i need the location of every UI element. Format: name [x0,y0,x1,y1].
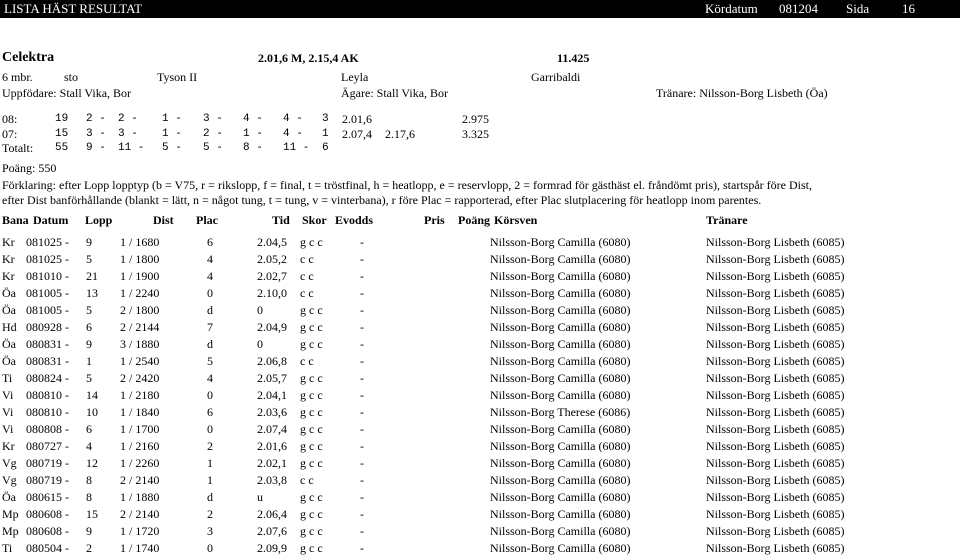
cell-dist: 1 / 2540 [120,354,160,368]
cell-bana: Mp [2,524,19,538]
cell-plac: 7 [207,320,213,334]
cell-bana: Kr [2,439,15,453]
cell-bana: Vi [2,405,14,419]
cell-bana: Mp [2,507,19,521]
cell-tid: 2.06,4 [257,507,287,521]
cell-bana: Öa [2,354,16,368]
cell-lopp: 15 [86,507,98,521]
page-number: 16 [902,1,915,16]
col-skor: Skor [302,213,327,227]
cell-dist: 1 / 1740 [120,541,160,555]
cell-bana: Vg [2,456,17,470]
cell-tranare: Nilsson-Borg Lisbeth (6085) [706,524,845,538]
cell-datum: 080824 - [26,371,69,385]
cell-tid: 2.07,6 [257,524,287,538]
cell-evodds: - [360,303,364,317]
stat-cell: 1 - [162,128,182,140]
cell-datum: 080719 - [26,456,69,470]
cell-evodds: - [360,354,364,368]
horse-sex: sto [64,70,79,84]
cell-dist: 3 / 1880 [120,337,160,351]
cell-korsven: Nilsson-Borg Camilla (6080) [490,252,631,266]
stat-cell: 5 - [203,142,223,154]
cell-evodds: - [360,252,364,266]
col-bana: Bana [2,213,29,227]
cell-bana: Öa [2,286,16,300]
cell-skor: g c c [300,422,323,436]
cell-plac: 0 [207,286,213,300]
report-header-bar [0,0,960,18]
col-tranare: Tränare [706,213,748,227]
col-pris: Pris [424,213,445,227]
cell-plac: 5 [207,354,213,368]
cell-korsven: Nilsson-Borg Camilla (6080) [490,303,631,317]
stat-cell: 1 - [243,128,263,140]
cell-bana: Ti [2,541,13,555]
stat-cell: 3 - [118,128,138,140]
cell-korsven: Nilsson-Borg Camilla (6080) [490,354,631,368]
cell-plac: 0 [207,422,213,436]
legend-line-2: efter Dist banförhållande (blankt = lätt, n = något tung, t = tung, v = vinterbana), r före Plac = rapporterad, efter Plac slutplacering för heatlopp inom parentes. [2,193,762,207]
stat-cell: 19 [55,113,69,125]
cell-skor: g c c [300,507,323,521]
cell-plac: 0 [207,541,213,555]
cell-plac: 2 [207,439,213,453]
cell-plac: d [207,337,213,351]
cell-datum: 080810 - [26,405,69,419]
cell-tranare: Nilsson-Borg Lisbeth (6085) [706,422,845,436]
cell-datum: 080719 - [26,473,69,487]
cell-skor: c c [300,269,314,283]
cell-bana: Ti [2,371,13,385]
cell-dist: 1 / 2160 [120,439,160,453]
stat-cell: 4 - [283,128,303,140]
stat-label: 08: [2,112,18,126]
cell-datum: 080928 - [26,320,69,334]
cell-bana: Öa [2,303,16,317]
cell-lopp: 5 [86,303,92,317]
cell-plac: 6 [207,405,213,419]
cell-skor: g c c [300,371,323,385]
stat-cell: 4 - [243,113,263,125]
stat-label: 07: [2,127,18,141]
col-poang: Poäng [458,213,491,227]
date-value: 081204 [779,1,818,16]
cell-tid: 2.09,9 [257,541,287,555]
stat-record-2: 2.17,6 [385,127,415,141]
cell-lopp: 9 [86,524,92,538]
cell-skor: g c c [300,439,323,453]
cell-plac: 4 [207,252,213,266]
cell-plac: 1 [207,473,213,487]
stat-cell: 2 - [86,113,106,125]
cell-tranare: Nilsson-Borg Lisbeth (6085) [706,320,845,334]
cell-skor: c c [300,473,314,487]
cell-korsven: Nilsson-Borg Camilla (6080) [490,235,631,249]
cell-skor: g c c [300,388,323,402]
cell-tid: 2.05,7 [257,371,287,385]
stat-cell: 9 - [86,142,106,154]
cell-evodds: - [360,371,364,385]
date-label: Kördatum [705,1,758,16]
col-plac: Plac [196,213,218,227]
stat-money: 3.325 [462,127,489,141]
cell-korsven: Nilsson-Borg Camilla (6080) [490,439,631,453]
cell-evodds: - [360,388,364,402]
cell-datum: 081025 - [26,235,69,249]
cell-lopp: 5 [86,371,92,385]
cell-tid: 0 [257,303,263,317]
cell-tid: 2.04,9 [257,320,287,334]
cell-skor: g c c [300,303,323,317]
horse-damsire: Garribaldi [531,70,581,84]
cell-bana: Vg [2,473,17,487]
cell-plac: 1 [207,456,213,470]
cell-tranare: Nilsson-Borg Lisbeth (6085) [706,541,845,555]
cell-dist: 1 / 2260 [120,456,160,470]
cell-dist: 1 / 1800 [120,252,160,266]
stat-cell: 55 [55,142,69,154]
cell-bana: Öa [2,337,16,351]
stat-cell: 6 [322,142,329,154]
stat-cell: 3 - [203,113,223,125]
points: Poäng: 550 [2,161,57,175]
stat-money: 2.975 [462,112,489,126]
cell-dist: 2 / 2140 [120,507,160,521]
cell-dist: 1 / 1880 [120,490,160,504]
col-korsven: Körsven [494,213,538,227]
stat-label: Totalt: [2,141,34,155]
cell-skor: c c [300,354,314,368]
stat-cell: 3 [322,113,329,125]
cell-lopp: 10 [86,405,98,419]
cell-datum: 081010 - [26,269,69,283]
cell-skor: c c [300,252,314,266]
cell-evodds: - [360,473,364,487]
cell-tranare: Nilsson-Borg Lisbeth (6085) [706,456,845,470]
stat-cell: 1 [322,128,329,140]
cell-plac: 0 [207,388,213,402]
cell-evodds: - [360,337,364,351]
stat-cell: 1 - [162,113,182,125]
stat-record: 2.07,4 [342,127,372,141]
cell-tranare: Nilsson-Borg Lisbeth (6085) [706,439,845,453]
cell-skor: g c c [300,456,323,470]
cell-korsven: Nilsson-Borg Camilla (6080) [490,320,631,334]
cell-datum: 080727 - [26,439,69,453]
cell-korsven: Nilsson-Borg Camilla (6080) [490,507,631,521]
cell-lopp: 5 [86,252,92,266]
cell-bana: Kr [2,235,15,249]
cell-dist: 2 / 2144 [120,320,160,334]
cell-bana: Vi [2,422,14,436]
cell-bana: Kr [2,269,15,283]
cell-evodds: - [360,490,364,504]
cell-plac: d [207,303,213,317]
stat-record: 2.01,6 [342,112,372,126]
cell-lopp: 8 [86,490,92,504]
cell-datum: 080504 - [26,541,69,555]
cell-korsven: Nilsson-Borg Camilla (6080) [490,490,631,504]
cell-lopp: 9 [86,337,92,351]
horse-age: 6 mbr. [2,70,33,84]
cell-tid: 2.04,1 [257,388,287,402]
cell-dist: 2 / 1800 [120,303,160,317]
legend-line-1: Förklaring: efter Lopp lopptyp (b = V75, r = rikslopp, f = final, t = tröstfinal, h = heatlopp, e = reservlopp, 2 = formrad för gästhäst el. fråndömt pris), startspår före Dist, [2,178,812,192]
cell-tid: 2.06,8 [257,354,287,368]
cell-tranare: Nilsson-Borg Lisbeth (6085) [706,490,845,504]
cell-dist: 1 / 1700 [120,422,160,436]
cell-plac: 4 [207,371,213,385]
cell-tid: 2.07,4 [257,422,287,436]
cell-skor: g c c [300,320,323,334]
report-title: LISTA HÄST RESULTAT [4,1,143,16]
cell-skor: g c c [300,541,323,555]
cell-datum: 081005 - [26,286,69,300]
cell-tranare: Nilsson-Borg Lisbeth (6085) [706,269,845,283]
stat-cell: 4 - [283,113,303,125]
cell-evodds: - [360,524,364,538]
cell-tranare: Nilsson-Borg Lisbeth (6085) [706,235,845,249]
owner: Ägare: Stall Vika, Bor [341,86,449,100]
cell-dist: 2 / 2420 [120,371,160,385]
stat-cell: 8 - [243,142,263,154]
cell-tranare: Nilsson-Borg Lisbeth (6085) [706,286,845,300]
cell-skor: c c [300,286,314,300]
stat-cell: 3 - [86,128,106,140]
cell-datum: 080608 - [26,524,69,538]
cell-korsven: Nilsson-Borg Camilla (6080) [490,337,631,351]
cell-datum: 080810 - [26,388,69,402]
cell-bana: Kr [2,252,15,266]
cell-evodds: - [360,439,364,453]
cell-datum: 080831 - [26,354,69,368]
cell-evodds: - [360,269,364,283]
col-tid: Tid [272,213,290,227]
col-evodds: Evodds [335,213,374,227]
cell-tranare: Nilsson-Borg Lisbeth (6085) [706,507,845,521]
cell-tranare: Nilsson-Borg Lisbeth (6085) [706,473,845,487]
cell-datum: 081025 - [26,252,69,266]
cell-tid: 2.01,6 [257,439,287,453]
cell-korsven: Nilsson-Borg Camilla (6080) [490,456,631,470]
cell-datum: 080831 - [26,337,69,351]
cell-plac: 4 [207,269,213,283]
breeder: Uppfödare: Stall Vika, Bor [2,86,132,100]
stat-cell: 2 - [118,113,138,125]
cell-korsven: Nilsson-Borg Camilla (6080) [490,286,631,300]
cell-datum: 081005 - [26,303,69,317]
cell-korsven: Nilsson-Borg Camilla (6080) [490,473,631,487]
cell-bana: Öa [2,490,16,504]
cell-plac: 2 [207,507,213,521]
cell-dist: 1 / 2180 [120,388,160,402]
cell-lopp: 13 [86,286,98,300]
cell-plac: 6 [207,235,213,249]
cell-lopp: 1 [86,354,92,368]
cell-tid: u [257,490,263,504]
cell-bana: Vi [2,388,14,402]
cell-datum: 080608 - [26,507,69,521]
stat-cell: 11 - [283,142,310,154]
cell-bana: Hd [2,320,17,334]
col-dist: Dist [153,213,174,227]
cell-datum: 080615 - [26,490,69,504]
cell-skor: g c c [300,337,323,351]
cell-lopp: 12 [86,456,98,470]
cell-plac: 3 [207,524,213,538]
stat-cell: 11 - [118,142,145,154]
cell-tranare: Nilsson-Borg Lisbeth (6085) [706,405,845,419]
cell-tranare: Nilsson-Borg Lisbeth (6085) [706,252,845,266]
cell-lopp: 4 [86,439,92,453]
horse-records: 2.01,6 M, 2.15,4 AK [258,51,359,65]
cell-dist: 1 / 1840 [120,405,160,419]
cell-korsven: Nilsson-Borg Camilla (6080) [490,541,631,555]
cell-skor: g c c [300,524,323,538]
cell-korsven: Nilsson-Borg Therese (6086) [490,405,631,419]
stat-cell: 2 - [203,128,223,140]
cell-lopp: 21 [86,269,98,283]
cell-lopp: 2 [86,541,92,555]
cell-korsven: Nilsson-Borg Camilla (6080) [490,269,631,283]
cell-lopp: 6 [86,422,92,436]
cell-lopp: 14 [86,388,98,402]
cell-dist: 1 / 1900 [120,269,160,283]
horse-earnings: 11.425 [557,51,590,65]
cell-tranare: Nilsson-Borg Lisbeth (6085) [706,303,845,317]
cell-tranare: Nilsson-Borg Lisbeth (6085) [706,388,845,402]
cell-dist: 2 / 2140 [120,473,160,487]
cell-evodds: - [360,320,364,334]
col-datum: Datum [33,213,69,227]
cell-evodds: - [360,456,364,470]
cell-evodds: - [360,541,364,555]
cell-tid: 2.03,6 [257,405,287,419]
horse-name: Celektra [2,50,55,65]
cell-skor: g c c [300,235,323,249]
cell-tranare: Nilsson-Borg Lisbeth (6085) [706,354,845,368]
horse-dam: Leyla [341,70,369,84]
cell-tid: 0 [257,337,263,351]
cell-dist: 1 / 1720 [120,524,160,538]
cell-korsven: Nilsson-Borg Camilla (6080) [490,371,631,385]
cell-evodds: - [360,235,364,249]
cell-tranare: Nilsson-Borg Lisbeth (6085) [706,371,845,385]
cell-tid: 2.05,2 [257,252,287,266]
cell-tid: 2.03,8 [257,473,287,487]
cell-skor: g c c [300,490,323,504]
cell-evodds: - [360,507,364,521]
cell-plac: d [207,490,213,504]
cell-korsven: Nilsson-Borg Camilla (6080) [490,524,631,538]
stat-cell: 15 [55,128,69,140]
cell-evodds: - [360,286,364,300]
cell-tid: 2.10,0 [257,286,287,300]
cell-skor: g c c [300,405,323,419]
cell-lopp: 8 [86,473,92,487]
cell-lopp: 6 [86,320,92,334]
col-lopp: Lopp [85,213,113,227]
cell-tid: 2.02,1 [257,456,287,470]
cell-tranare: Nilsson-Borg Lisbeth (6085) [706,337,845,351]
horse-sire: Tyson II [157,70,198,84]
cell-tid: 2.02,7 [257,269,287,283]
stat-cell: 5 - [162,142,182,154]
cell-evodds: - [360,405,364,419]
cell-evodds: - [360,422,364,436]
cell-datum: 080808 - [26,422,69,436]
cell-tid: 2.04,5 [257,235,287,249]
trainer: Tränare: Nilsson-Borg Lisbeth (Öa) [656,86,828,100]
cell-korsven: Nilsson-Borg Camilla (6080) [490,422,631,436]
page-label: Sida [846,1,870,16]
cell-dist: 1 / 1680 [120,235,160,249]
cell-lopp: 9 [86,235,92,249]
cell-korsven: Nilsson-Borg Camilla (6080) [490,388,631,402]
cell-dist: 1 / 2240 [120,286,160,300]
